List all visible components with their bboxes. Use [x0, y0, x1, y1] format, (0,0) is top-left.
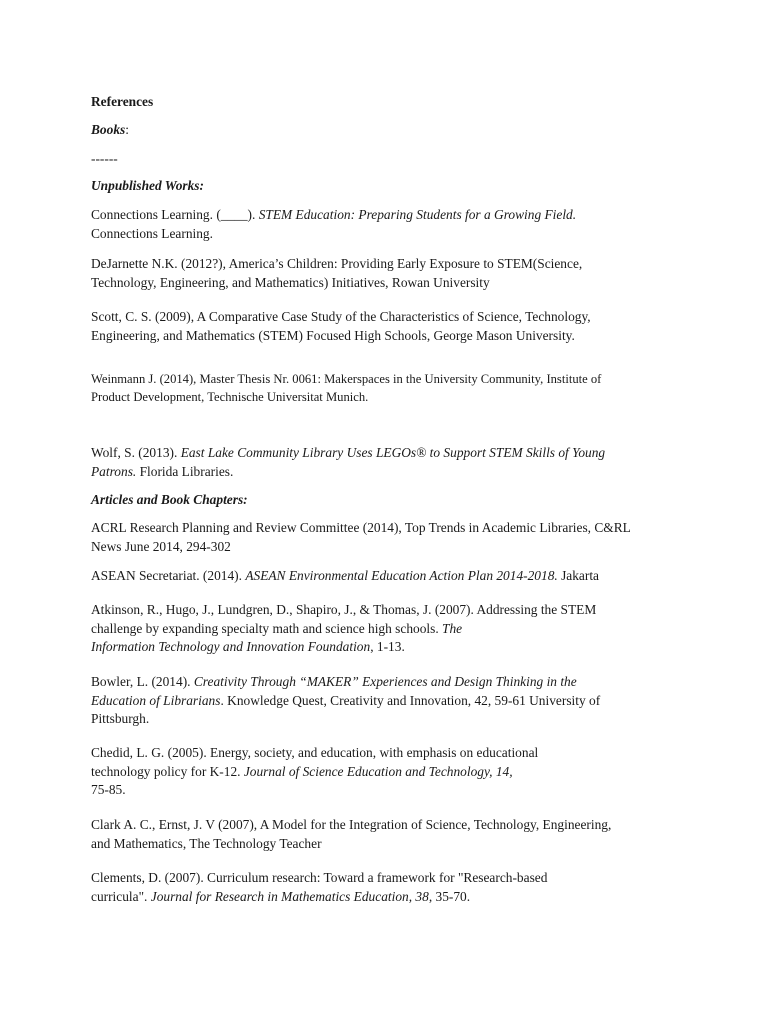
ref-bowler-place: Pittsburgh. [91, 711, 150, 726]
ref-atkinson-journal-start: The [442, 620, 463, 636]
articles-heading: Articles and Book Chapters: [91, 492, 248, 507]
references-title: References [91, 94, 154, 109]
ref-clark [91, 816, 691, 853]
ref-atkinson-journal: Information Technology and Innovation Foundation [91, 639, 371, 654]
ref-clements-line1: Clements, D. (2007). Curriculum research: Toward a framework for "Research-based [91, 870, 548, 885]
ref-connections-publisher: Connections Learning. [91, 225, 213, 241]
ref-asean [91, 567, 691, 586]
ref-bowler-source: . Knowledge Quest, Creativity and Innovation, 42, 59-61 University of [220, 692, 601, 708]
ref-acrl [91, 519, 691, 556]
ref-wolf-publisher: Florida Libraries. [136, 463, 234, 479]
ref-weinmann [91, 371, 691, 406]
ref-scott-line1: Scott, C. S. (2009), A Comparative Case Study of the Characteristics of Science, Technology, [91, 309, 591, 324]
ref-atkinson-line1: Atkinson, R., Hugo, J., Lundgren, D., Shapiro, J., & Thomas, J. (2007). Addressing the STEM [91, 602, 597, 617]
books-colon: : [125, 122, 129, 137]
ref-clark-line1: Clark A. C., Ernst, J. V (2007), A Model for the Integration of Science, Technology, Engineering, [91, 817, 612, 832]
ref-clements-journal: Journal for Research in Mathematics Education, 38 [150, 888, 429, 904]
ref-bowler-author: Bowler, L. (2014). [91, 674, 194, 689]
ref-connections-author: Connections Learning. (____). [91, 207, 259, 222]
ref-acrl-line2: News June 2014, 294-302 [91, 538, 231, 554]
ref-scott-line2: Engineering, and Mathematics (STEM) Focused High Schools, George Mason University. [91, 327, 575, 343]
books-label: Books [91, 122, 126, 137]
unpublished-heading: Unpublished Works: [91, 178, 204, 193]
ref-wolf [91, 444, 691, 481]
ref-atkinson [91, 601, 691, 657]
ref-acrl-line1: ACRL Research Planning and Review Committee (2014), Top Trends in Academic Libraries, C&RL [91, 520, 631, 535]
ref-wolf-author: Wolf, S. (2013). [91, 445, 181, 460]
ref-atkinson-pages: , 1-13. [370, 639, 405, 654]
ref-chedid [91, 744, 691, 800]
ref-bowler [91, 673, 691, 729]
ref-asean-place: Jakarta [557, 568, 599, 583]
ref-chedid-journal: Journal of Science Education and Technology, 14, [243, 763, 513, 779]
ref-clements [91, 869, 691, 906]
ref-asean-title: ASEAN Environmental Education Action Plan 2014-2018. [245, 568, 558, 583]
ref-wolf-title: East Lake Community Library Uses LEGOs® to Support STEM Skills of Young [180, 445, 606, 460]
ref-atkinson-line2: challenge by expanding specialty math and science high schools. [91, 620, 443, 636]
ref-wolf-title-end: Patrons. [91, 463, 137, 479]
ref-bowler-title-end: Education of Librarians [91, 692, 221, 708]
ref-connections [91, 206, 691, 243]
ref-chedid-line1: Chedid, L. G. (2005). Energy, society, and education, with emphasis on educational [91, 745, 539, 760]
ref-clark-line2: and Mathematics, The Technology Teacher [91, 835, 322, 851]
ref-weinmann-line2: Product Development, Technische Universitat Munich. [91, 389, 369, 404]
ref-scott [91, 308, 691, 345]
ref-clements-pages: , 35-70. [428, 888, 471, 904]
ref-dejarnette [91, 255, 691, 292]
ref-chedid-pages: 75-85. [91, 782, 126, 797]
books-placeholder: ------ [91, 151, 118, 166]
ref-bowler-title: Creativity Through “MAKER” Experiences and Design Thinking in the [193, 674, 577, 689]
ref-clements-line2: curricula". [91, 888, 151, 904]
ref-dejarnette-line1: DeJarnette N.K. (2012?), America’s Children: Providing Early Exposure to STEM(Science, [91, 256, 583, 271]
ref-connections-title: STEM Education: Preparing Students for a Growing Field. [258, 207, 577, 222]
books-heading [91, 121, 691, 140]
ref-dejarnette-line2: Technology, Engineering, and Mathematics) Initiatives, Rowan University [91, 274, 490, 290]
ref-chedid-line2: technology policy for K-12. [91, 763, 244, 779]
ref-weinmann-line1: Weinmann J. (2014), Master Thesis Nr. 0061: Makerspaces in the University Community, Institute of [91, 372, 602, 386]
ref-asean-author: ASEAN Secretariat. (2014). [91, 568, 246, 583]
